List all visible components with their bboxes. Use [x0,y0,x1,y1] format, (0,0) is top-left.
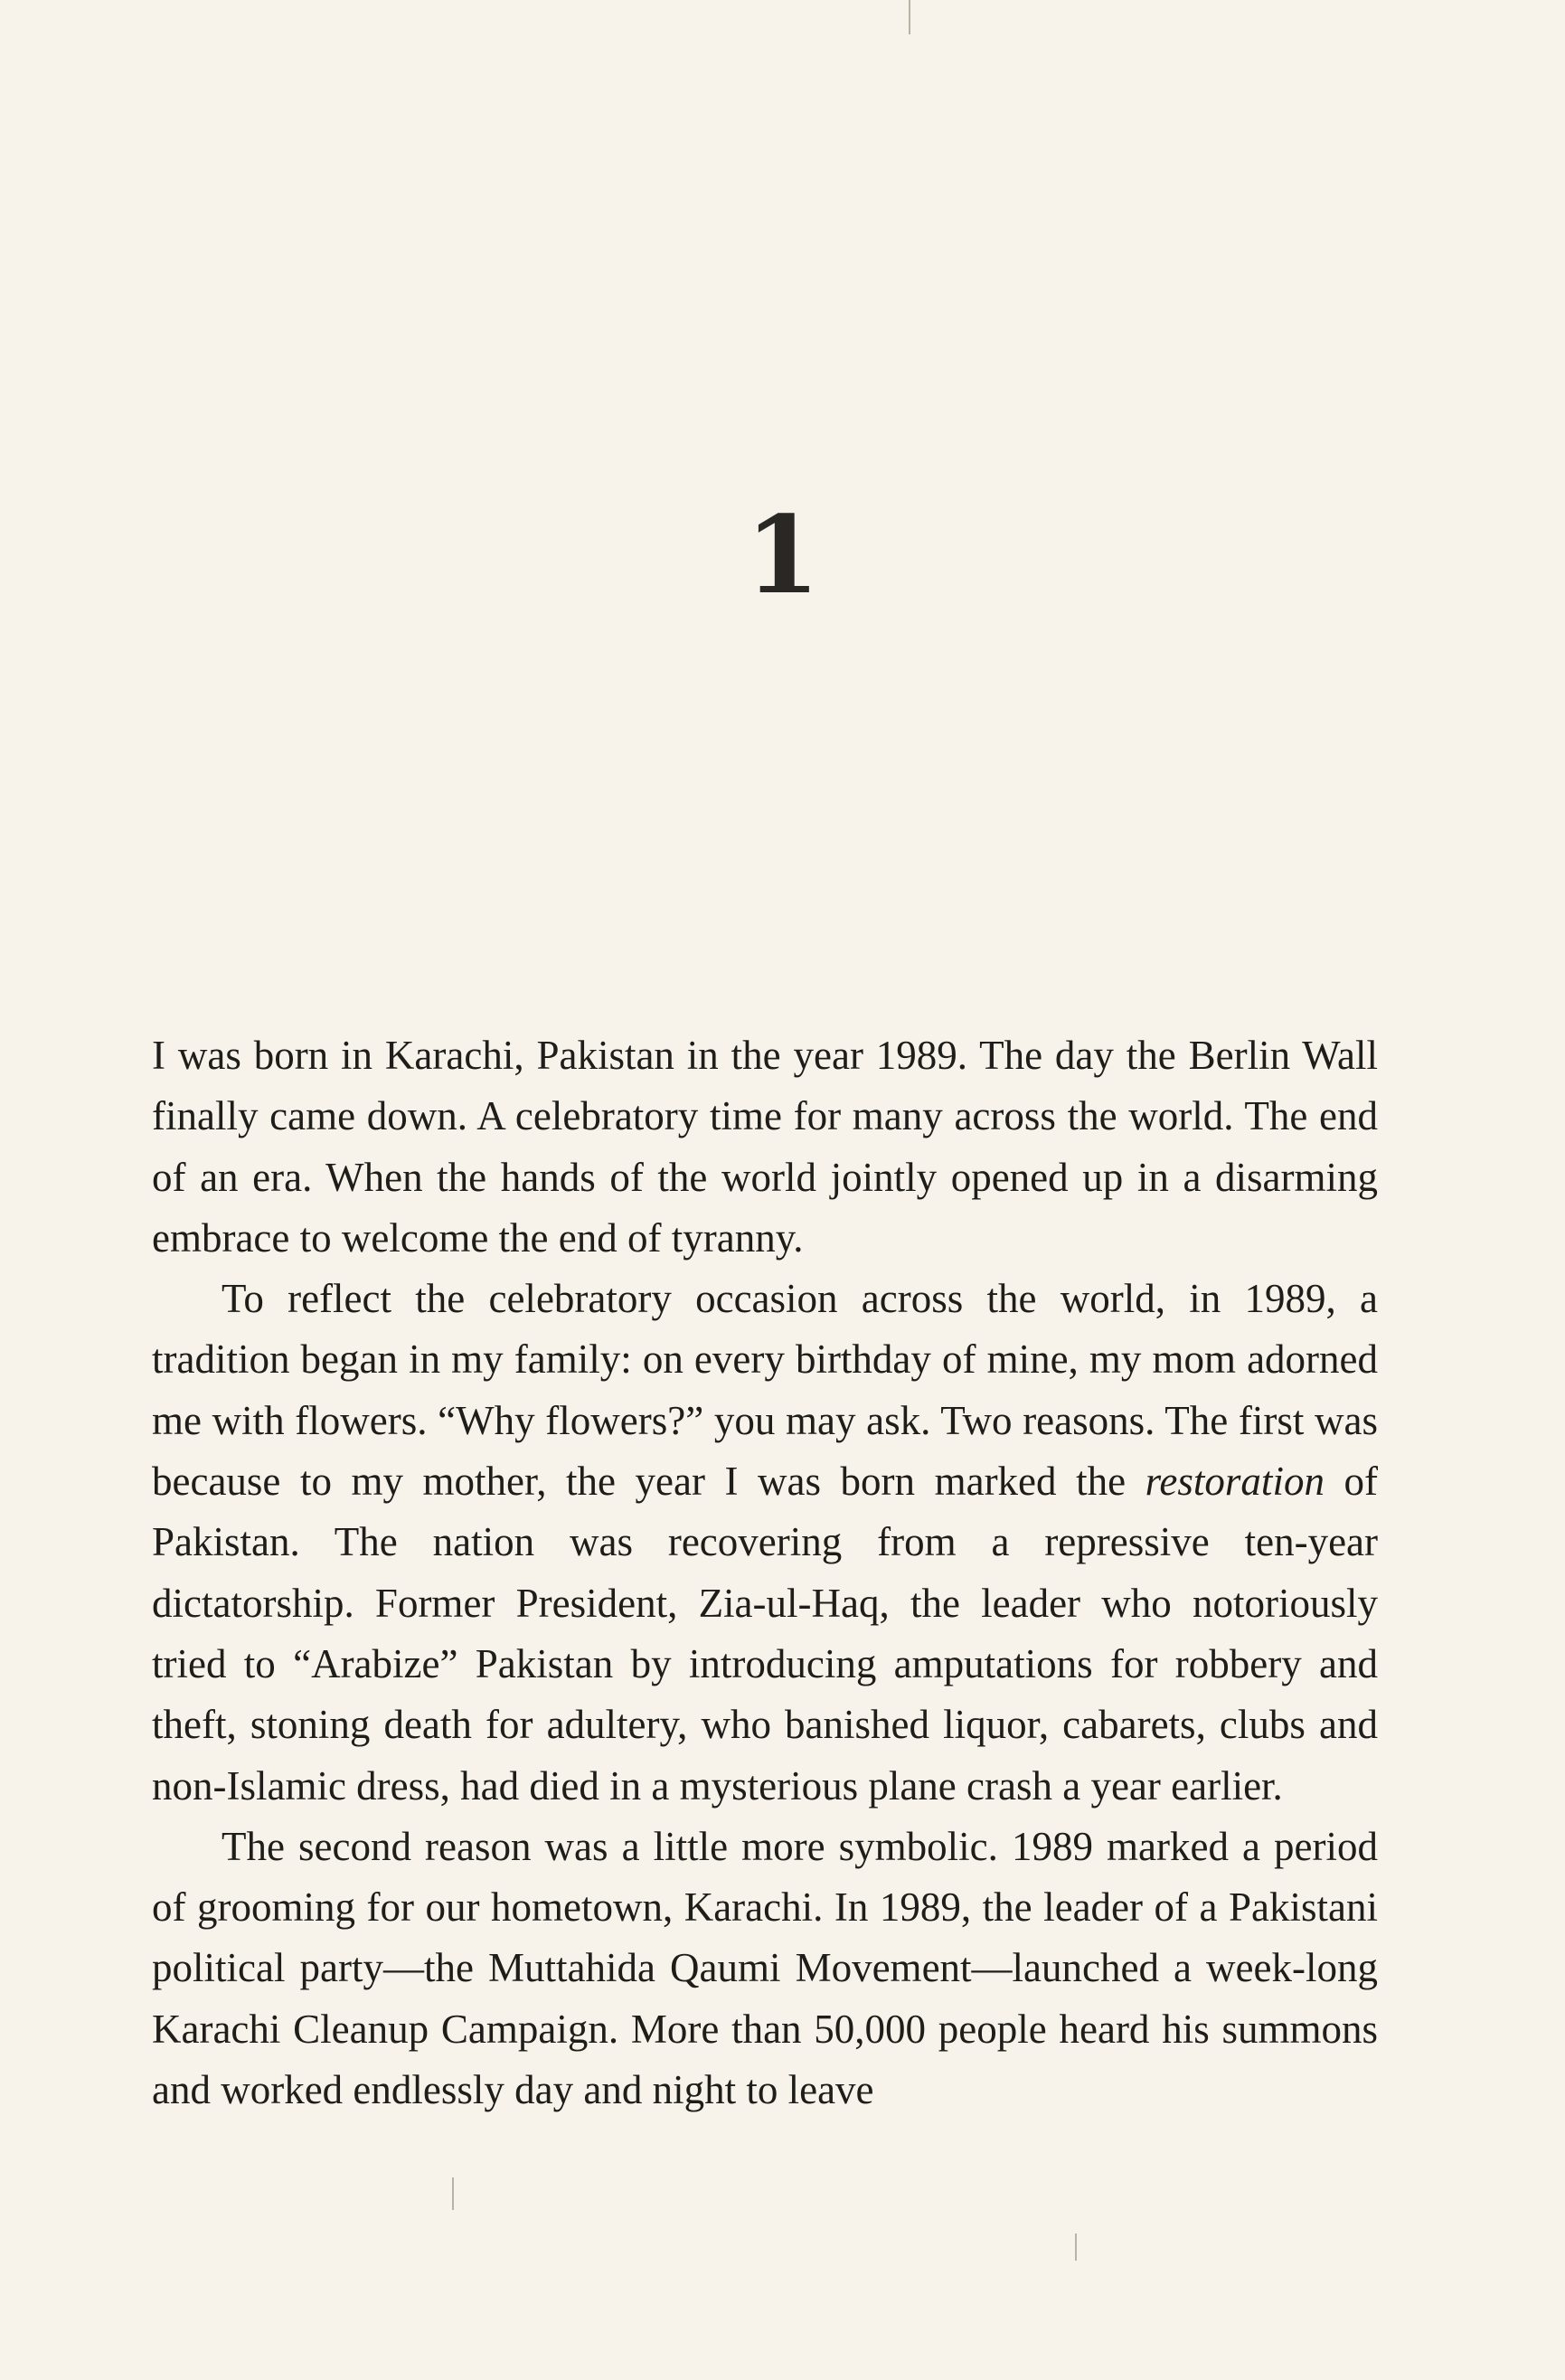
chapter-body [152,1025,1378,2120]
paragraph-3: The second reason was a little more symbolic. 1989 marked a period of grooming for our hometown, Karachi. In 1989, the leader of a Pakistani political party—the Muttahida Qaumi Movement—launched a week-long Karachi Cleanup Campaign. More than 50,000 people heard his summons and worked endlessly day and night to leave [152,1823,1378,2113]
scan-speck [909,0,910,34]
paragraph-2-text-a: To reflect the celebratory occasion across the world, in 1989, a tradition began in my family: on every birthday of mine, my mom adorned me with flowers. “Why flowers?” you may ask. Two reasons. The first was because to my mother, the year I was born marked the [152,1276,1378,1505]
chapter-number: 1 [745,492,820,618]
scan-speck [452,2177,454,2210]
paragraph-2 [152,1269,1378,1817]
scan-speck [1075,2234,1077,2261]
paragraph-2-text-b: of Pakistan. The nation was recovering from a repressive ten-year dictatorship. Former President, Zia-ul-Haq, the leader who notoriously tried to “Arabize” Pakistan by introducing amputations for robbery and theft, stoning death for adultery, who banished liquor, cabarets, clubs and non-Islamic dress, had died in a mysterious plane crash a year earlier. [152,1459,1378,1809]
paragraph-2-italic: restoration [1145,1459,1325,1505]
paragraph-1: I was born in Karachi, Pakistan in the year 1989. The day the Berlin Wall finally came down. A celebratory time for many across the world. The end of an era. When the hands of the world jointly opened up in a disarming embrace to welcome the end of tyranny. [152,1033,1378,1261]
